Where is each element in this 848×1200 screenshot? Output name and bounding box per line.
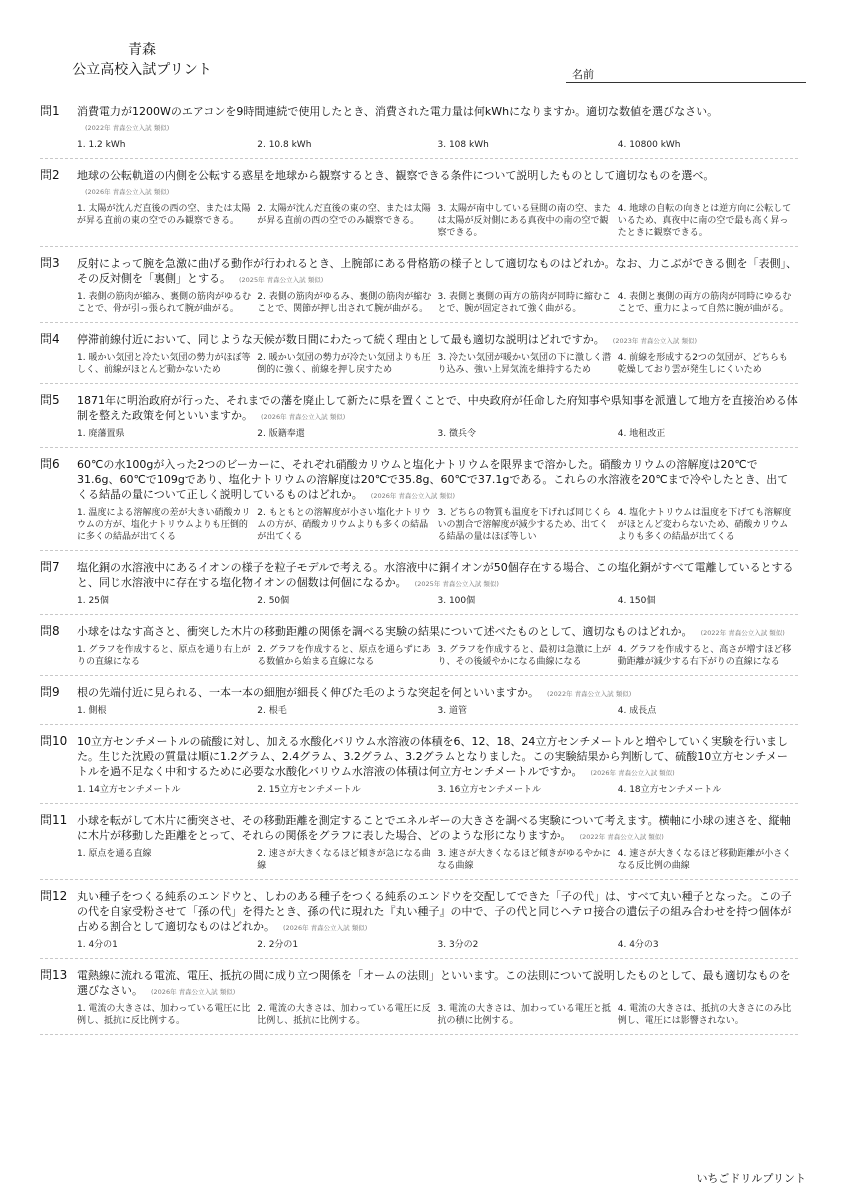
answer-option: 3. 100個 — [437, 596, 476, 606]
question-source: (2022年 青森公立入試 類似) — [85, 124, 170, 132]
answer-option: 2. 表側の筋肉がゆるみ、裏側の筋肉が縮むことで、関節が押し出されて腕が曲がる。 — [257, 292, 432, 314]
answer-option: 2. 15立方センチメートル — [257, 785, 361, 795]
answer-option: 4. グラフを作成すると、高さが増すほど移動距離が減少する右下がりの直線になる — [617, 645, 792, 667]
question-block — [40, 457, 798, 551]
answer-option: 3. 速さが大きくなるほど傾きがゆるやかになる曲線 — [437, 849, 611, 871]
question-list — [40, 104, 798, 1044]
answer-option: 1. 4分の1 — [77, 940, 118, 950]
answer-options — [77, 784, 798, 796]
answer-option: 2. グラフを作成すると、原点を通らずにある数値から始まる直線になる — [257, 645, 431, 667]
question-body: 60℃の水100gが入った2つのビーカーに、それぞれ硝酸カリウムと塩化ナトリウムを限界まで溶かした。硝酸カリウムの溶解度は20℃で31.6g、60℃で109gであり、塩化ナトリウムの溶解度は20℃で35.8g、60℃で37.1gである。これらの水溶液を20℃まで冷やしたとき、出てくる結晶の量について正しく説明しているものはどれか。 — [77, 458, 789, 501]
answer-option: 4. 成長点 — [617, 706, 657, 716]
question-source: (2025年 青森公立入試 類似) — [239, 276, 324, 284]
question-text — [77, 685, 798, 702]
answer-option: 3. 冷たい気団が暖かい気団の下に激しく潜り込み、強い上昇気流を維持するため — [437, 353, 611, 375]
question-number: 問10 — [40, 734, 68, 748]
title-region: 青森 — [128, 42, 156, 58]
question-text — [77, 168, 798, 200]
question-text — [77, 104, 798, 136]
question-body: 10立方センチメートルの硫酸に対し、加える水酸化バリウム水溶液の体積を6、12、18、24立方センチメートルと増やしていく実験を行いました。生じた沈殿の質量は順に1.2グラム、2.4グラム、3.2グラム、3.2グラムとなりました。この実験結果から判断して、硫酸10立方センチメートルを過不足なく中和するために必要な水酸化バリウム水溶液の体積は何立方センチメートルですか。 — [77, 735, 788, 778]
answer-option: 1. 廃藩置県 — [77, 429, 125, 439]
answer-option: 3. 徴兵令 — [437, 429, 476, 439]
question-text — [77, 813, 798, 845]
answer-option: 1. 原点を通る直線 — [77, 849, 152, 859]
question-source: (2023年 青森公立入試 類似) — [612, 337, 698, 345]
question-number: 問9 — [40, 685, 60, 699]
answer-options — [77, 352, 798, 376]
answer-option: 4. 4分の3 — [617, 940, 659, 950]
question-body: 丸い種子をつくる純系のエンドウと、しわのある種子をつくる純系のエンドウを交配してできた「子の代」は、すべて丸い種子となった。この子の代を自家受粉させて「孫の代」を得たとき、孫の代に現れた『丸い種子』の中で、子の代と同じヘテロ接合の遺伝子の組み合わせを持つ個体が占める割合として適切なものはどれか。 — [77, 890, 792, 933]
answer-options — [77, 939, 798, 951]
answer-option: 1. 表側の筋肉が縮み、裏側の筋肉がゆるむことで、骨が引っ張られて腕が曲がる。 — [77, 292, 251, 314]
question-body: 地球の公転軌道の内側を公転する惑星を地球から観察するとき、観察できる条件について説明したものとして適切なものを選べ。 — [77, 169, 715, 182]
answer-option: 1. 1.2 kWh — [77, 140, 126, 150]
question-body: 塩化銅の水溶液中にあるイオンの様子を粒子モデルで考える。水溶液中に銅イオンが50個存在する場合、この塩化銅がすべて電離しているとすると、同じ水溶液中に存在する塩化物イオンの個数は何個になるか。 — [77, 561, 794, 589]
answer-options — [77, 644, 798, 668]
answer-option: 1. 電流の大きさは、加わっている電圧に比例し、抵抗に反比例する。 — [77, 1004, 251, 1026]
answer-option: 2. 速さが大きくなるほど傾きが急になる曲線 — [257, 849, 431, 871]
answer-option: 3. 16立方センチメートル — [437, 785, 542, 795]
answer-options — [77, 428, 798, 440]
answer-option: 3. 108 kWh — [437, 140, 489, 150]
question-source: (2022年 青森公立入試 類似) — [700, 629, 785, 637]
question-source: (2026年 青森公立入試 類似) — [590, 769, 675, 777]
question-source: (2026年 青森公立入試 類似) — [151, 988, 236, 996]
question-block — [40, 104, 798, 159]
title-main: 公立高校入試プリント — [72, 62, 212, 78]
question-source: (2026年 青森公立入試 類似) — [85, 188, 170, 196]
question-body: 消費電力が1200Wのエアコンを9時間連続で使用したとき、消費された電力量は何kWhになりますか。適切な数値を選びなさい。 — [77, 105, 719, 118]
name-field — [566, 64, 806, 83]
question-body: 停滞前線付近において、同じような天候が数日間にわたって続く理由として最も適切な説明はどれですか。 — [77, 333, 605, 346]
question-text — [77, 393, 798, 425]
answer-options — [77, 139, 798, 151]
answer-option: 2. もともとの溶解度が小さい塩化ナトリウムの方が、硝酸カリウムよりも多くの結晶が出てくる — [257, 508, 431, 542]
question-block — [40, 393, 798, 448]
answer-option: 4. 18立方センチメートル — [617, 785, 722, 795]
answer-option: 4. 前線を形成する2つの気団が、どちらも乾燥しており雲が発生しにくいため — [617, 353, 788, 375]
answer-option: 1. 14立方センチメートル — [77, 785, 181, 795]
answer-option: 1. 温度による溶解度の差が大きい硝酸カリウムの方が、塩化ナトリウムよりも圧倒的に多くの結晶が出てくる — [77, 508, 251, 542]
answer-option: 1. 暖かい気団と冷たい気団の勢力がほぼ等しく、前線がほとんど動かないため — [77, 353, 251, 375]
question-block — [40, 889, 798, 959]
question-block — [40, 560, 798, 615]
answer-options — [77, 1003, 798, 1027]
question-block — [40, 624, 798, 676]
answer-option: 2. 版籍奉還 — [257, 429, 305, 439]
answer-option: 1. グラフを作成すると、原点を通り右上がりの直線になる — [77, 645, 251, 667]
question-body: 小球を転がして木片に衝突させ、その移動距離を測定することでエネルギーの大きさを調べる実験について考えます。横軸に小球の速さを、縦軸に木片が移動した距離をとって、それらの関係をグラフに表した場合、どのような形になりますか。 — [77, 814, 791, 842]
question-source: (2022年 青森公立入試 類似) — [579, 833, 664, 841]
answer-option: 3. グラフを作成すると、最初は急激に上がり、その後緩やかになる曲線になる — [437, 645, 611, 667]
answer-options — [77, 291, 798, 315]
name-label: 名前 — [572, 68, 594, 81]
answer-option: 2. 10.8 kWh — [257, 140, 312, 150]
question-text — [77, 624, 798, 641]
answer-option: 1. 太陽が沈んだ直後の西の空、または太陽が昇る直前の東の空でのみ観察できる。 — [77, 204, 251, 226]
answer-options — [77, 507, 798, 543]
question-number: 問3 — [40, 256, 60, 270]
answer-options — [77, 705, 798, 717]
answer-option: 3. どちらの物質も温度を下げれば同じくらいの割合で溶解度が減少するため、出てくる結晶の量はほぼ等しい — [437, 508, 611, 542]
question-body: 小球をはなす高さと、衝突した木片の移動距離の関係を調べる実験の結果について述べたものとして、適切なものはどれか。 — [77, 625, 693, 638]
answer-options — [77, 595, 798, 607]
answer-option: 4. 速さが大きくなるほど移動距離が小さくなる反比例の曲線 — [617, 849, 792, 871]
answer-option: 2. 2分の1 — [257, 940, 299, 950]
worksheet-title — [62, 40, 222, 80]
answer-option: 2. 暖かい気団の勢力が冷たい気団よりも圧倒的に強く、前線を押し戻すため — [257, 353, 431, 375]
question-text — [77, 560, 798, 592]
question-text — [77, 734, 798, 781]
answer-option: 3. 太陽が南中している昼間の南の空、または太陽が反対側にある真夜中の南の空で観察できる。 — [437, 204, 611, 238]
question-block — [40, 813, 798, 880]
question-body: 反射によって腕を急激に曲げる動作が行われるとき、上腕部にある骨格筋の様子として適切なものはどれか。なお、力こぶができる側を「表側」、その反対側を「裏側」とする。 — [77, 257, 798, 285]
answer-options — [77, 848, 798, 872]
answer-option: 2. 根毛 — [257, 706, 287, 716]
question-body: 根の先端付近に見られる、一本一本の細胞が細長く伸びた毛のような突起を何といいますか。 — [77, 686, 539, 699]
question-source: (2026年 青森公立入試 類似) — [261, 413, 346, 421]
question-number: 問2 — [40, 168, 60, 182]
answer-option: 3. 表側と裏側の両方の筋肉が同時に縮むことで、腕が固定されて強く曲がる。 — [437, 292, 611, 314]
answer-option: 4. 150個 — [617, 596, 656, 606]
answer-option: 4. 地租改正 — [617, 429, 666, 439]
question-number: 問12 — [40, 889, 68, 903]
question-block — [40, 968, 798, 1035]
question-number: 問1 — [40, 104, 60, 118]
answer-option: 4. 塩化ナトリウムは温度を下げても溶解度がほとんど変わらないため、硝酸カリウムよりも多くの結晶が出てくる — [617, 508, 792, 542]
question-number: 問4 — [40, 332, 60, 346]
question-block — [40, 168, 798, 247]
question-body: 電熱線に流れる電流、電圧、抵抗の間に成り立つ関係を「オームの法則」といいます。この法則について説明したものとして、最も適切なものを選びなさい。 — [77, 969, 791, 997]
question-source: (2026年 青森公立入試 類似) — [283, 924, 368, 932]
question-block — [40, 734, 798, 804]
question-text — [77, 968, 798, 1000]
question-number: 問7 — [40, 560, 60, 574]
answer-options — [77, 203, 798, 239]
answer-option: 2. 太陽が沈んだ直後の東の空、または太陽が昇る直前の西の空でのみ観察できる。 — [257, 204, 431, 226]
answer-option: 3. 道管 — [437, 706, 467, 716]
question-body: 1871年に明治政府が行った、それまでの藩を廃止して新たに県を置くことで、中央政府が任命した府知事や県知事を派遣して地方を直接治める体制を整えた政策を何といいますか。 — [77, 394, 798, 422]
question-block — [40, 256, 798, 323]
answer-option: 4. 10800 kWh — [617, 140, 681, 150]
question-number: 問11 — [40, 813, 68, 827]
question-source: (2026年 青森公立入試 類似) — [370, 492, 456, 500]
footer-brand: いちごドリルプリント — [696, 1172, 806, 1185]
question-number: 問6 — [40, 457, 60, 471]
question-block — [40, 332, 798, 384]
question-text — [77, 889, 798, 936]
question-text — [77, 332, 798, 349]
question-source: (2025年 青森公立入試 類似) — [414, 580, 499, 588]
answer-option: 3. 電流の大きさは、加わっている電圧と抵抗の積に比例する。 — [437, 1004, 611, 1026]
answer-option: 2. 電流の大きさは、加わっている電圧に反比例し、抵抗に比例する。 — [257, 1004, 431, 1026]
question-text — [77, 256, 798, 288]
answer-option: 4. 表側と裏側の両方の筋肉が同時にゆるむことで、重力によって自然に腕が曲がる。 — [617, 292, 792, 314]
answer-option: 1. 25個 — [77, 596, 109, 606]
question-block — [40, 685, 798, 725]
question-number: 問5 — [40, 393, 60, 407]
answer-option: 2. 50個 — [257, 596, 290, 606]
answer-option: 3. 3分の2 — [437, 940, 479, 950]
answer-option: 4. 地球の自転の向きとは逆方向に公転しているため、真夜中に南の空で最も高く昇ったときに観察できる。 — [617, 204, 792, 238]
question-number: 問8 — [40, 624, 60, 638]
answer-option: 1. 側根 — [77, 706, 107, 716]
answer-option: 4. 電流の大きさは、抵抗の大きさにのみ比例し、電圧には影響されない。 — [617, 1004, 792, 1026]
question-source: (2022年 青森公立入試 類似) — [547, 690, 632, 698]
question-number: 問13 — [40, 968, 68, 982]
question-text — [77, 457, 798, 504]
